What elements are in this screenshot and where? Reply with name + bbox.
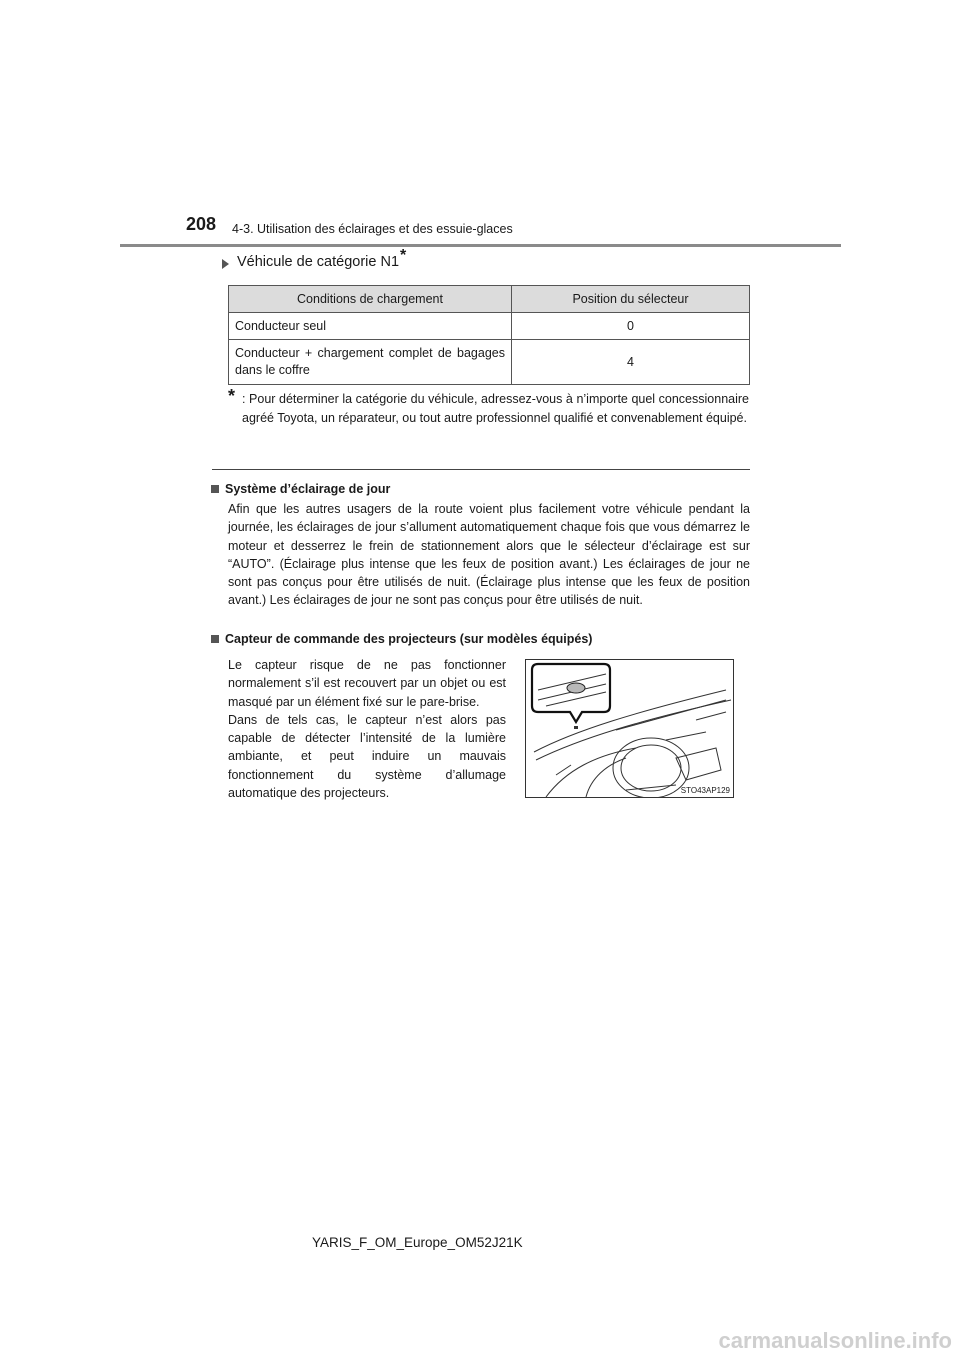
sensor-paragraph: Le capteur risque de ne pas fonctionner normalement s’il est recouvert par un objet ou est masqué par un élément fixé sur le pare-brise. (228, 658, 506, 709)
watermark: carmanualsonline.info (718, 1328, 952, 1353)
callout-magnifier (532, 664, 610, 722)
n1-heading-text: Véhicule de catégorie N1 (237, 254, 400, 270)
figure-code: STO43AP129 (680, 786, 730, 795)
document-id: YARIS_F_OM_Europe_OM52J21K (312, 1235, 523, 1250)
load-conditions-table (228, 285, 750, 385)
drl-body-text: Afin que les autres usagers de la route voient plus facilement votre véhicule pendant la journée, les éclairages de jour s’allument automatiquement chaque fois que vous démarrez le moteur et desserrez le frein de stationnement alors que le sélecteur d’éclairage est sur “AUTO”. (Éclairage plus intense que les feux de position avant.) Les éclairages de jour ne sont pas conçus pour être utilisés de nuit. (Éclairage plus intense que les feux de position avant.) Les éclairages de jour ne sont pas conçus pour être utilisés de nuit. (228, 502, 750, 608)
table-cell-position: 4 (512, 340, 750, 385)
table-header-conditions: Conditions de chargement (229, 286, 512, 313)
n1-category-heading: Véhicule de catégorie N1 * (222, 254, 406, 270)
square-bullet-icon (211, 485, 219, 493)
section-title: 4-3. Utilisation des éclairages et des essuie-glaces (232, 222, 513, 236)
footnote (228, 386, 749, 428)
sensor-body-text (228, 656, 506, 802)
table-row (229, 313, 750, 340)
table-header-row (229, 286, 750, 313)
section-divider (212, 469, 750, 470)
triangle-right-icon (222, 259, 229, 269)
light-sensor-icon (567, 683, 585, 693)
drl-section-heading (211, 482, 390, 496)
footnote-text: : Pour déterminer la catégorie du véhicule, adressez-vous à n’importe quel concessionnaire agréé Toyota, un réparateur, ou tout autre professionnel qualifié et convenablement équipé. (242, 392, 749, 425)
footnote-asterisk: * (228, 386, 236, 406)
table-header-position: Position du sélecteur (512, 286, 750, 313)
dashboard-sensor-illustration (525, 659, 734, 798)
drl-title: Système d’éclairage de jour (225, 482, 391, 496)
header-divider (120, 244, 841, 247)
sensor-paragraph: Dans de tels cas, le capteur n’est alors pas capable de détecter l’intensité de la lumière ambiante, et peut induire un mauvais fonctionnement du système d’allumage automatique des projecteurs. (228, 712, 506, 801)
table-cell-condition: Conducteur seul (229, 313, 512, 340)
page-number: 208 (186, 214, 217, 234)
table-row (229, 340, 750, 385)
table-cell-position: 0 (512, 313, 750, 340)
sensor-section-heading (211, 632, 592, 646)
table-cell-condition: Conducteur + chargement complet de bagages dans le coffre (235, 346, 505, 377)
dashboard-drawing (526, 660, 733, 797)
square-bullet-icon (211, 635, 219, 643)
sensor-title: Capteur de commande des projecteurs (sur modèles équipés) (225, 632, 593, 646)
